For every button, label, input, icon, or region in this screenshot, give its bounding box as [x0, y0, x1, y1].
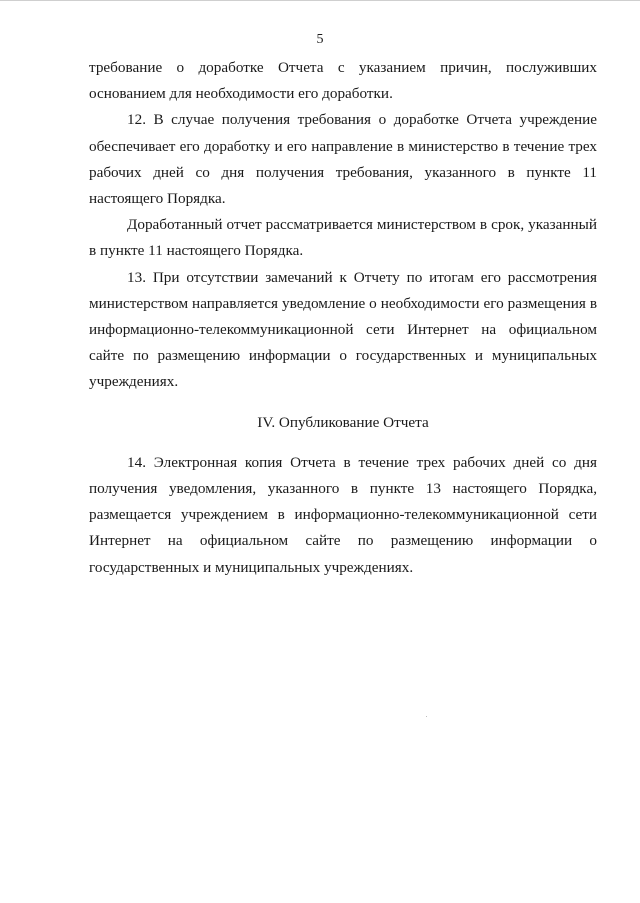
paragraph-continuation: требование о доработке Отчета с указанием причин, послуживших основанием для необходимости его доработки. — [89, 59, 597, 103]
page-number: 5 — [316, 32, 324, 47]
paragraph-revised-report: Доработанный отчет рассматривается министерством в срок, указанный в пункте 11 настоящего Порядка. — [89, 216, 597, 260]
scan-speck — [426, 716, 427, 717]
paragraph-item-14: 14. Электронная копия Отчета в течение трех рабочих дней со дня получения уведомления, указанного в пункте 13 настоящего Порядка, размещается учреждением в информационно-телекоммуникационной сети Интернет на официальном сайте по размещению информации о государственных и муниципальных учреждениях. — [89, 453, 597, 576]
document-body — [89, 55, 597, 581]
paragraph-item-13: 13. При отсутствии замечаний к Отчету по итогам его рассмотрения министерством направляется уведомление о необходимости его размещения в информационно-телекоммуникационной сети Интернет на официальном сайте по размещению информации о государственных и муниципальных учреждениях. — [89, 268, 597, 391]
page-top-edge — [0, 0, 640, 1]
paragraph-item-12: 12. В случае получения требования о доработке Отчета учреждение обеспечивает его доработку и его направление в министерство в течение трех рабочих дней со дня получения требования, указанного в пункте 11 настоящего Порядка. — [89, 111, 597, 208]
section-heading: IV. Опубликование Отчета — [257, 413, 429, 431]
